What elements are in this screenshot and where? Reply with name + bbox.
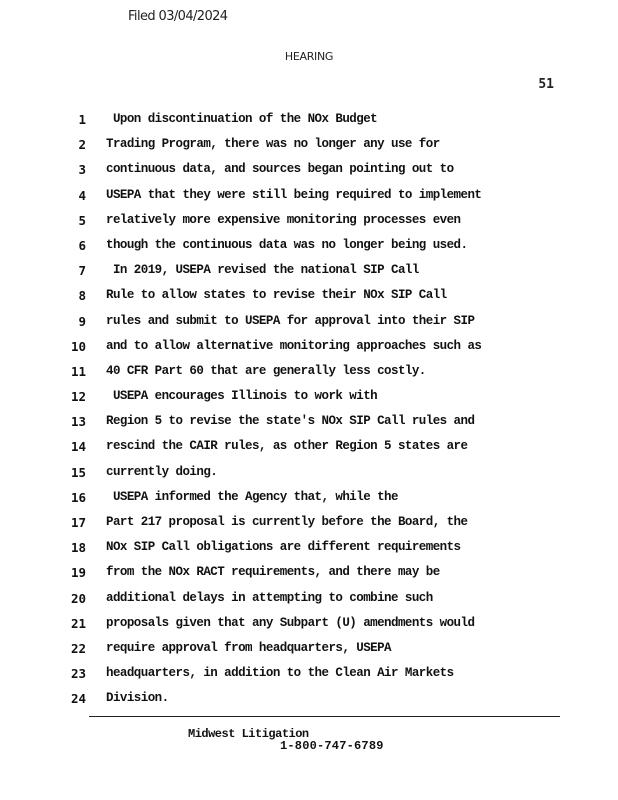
line-text: USEPA encourages Illinois to work with — [106, 389, 378, 404]
line-number: 19 — [70, 565, 86, 581]
line-text: Trading Program, there was no longer any use for — [106, 137, 440, 152]
transcript-line — [0, 261, 618, 286]
page-number: 51 — [538, 77, 554, 92]
footer-divider — [89, 716, 560, 717]
transcript-line — [0, 538, 618, 563]
line-text: headquarters, in addition to the Clean Air Markets — [106, 666, 454, 681]
transcript-line — [0, 286, 618, 311]
line-text: rules and submit to USEPA for approval into their SIP — [106, 313, 475, 328]
line-number: 7 — [78, 263, 86, 279]
transcript-line — [0, 211, 618, 236]
transcript-line — [0, 639, 618, 664]
transcript-line — [0, 236, 618, 261]
line-text: from the NOx RACT requirements, and there may be — [106, 565, 440, 580]
line-number: 1 — [78, 112, 86, 127]
line-text: Part 217 proposal is currently before the Board, the — [106, 515, 468, 529]
line-number: 11 — [70, 363, 86, 379]
transcript-line — [0, 387, 618, 412]
transcript-line — [0, 337, 618, 362]
transcript-line — [0, 614, 618, 639]
line-text: additional delays in attempting to combine such — [106, 590, 433, 605]
transcript-line — [0, 488, 618, 513]
phone-number: 1-800-747-6789 — [280, 739, 384, 753]
transcript-line — [0, 463, 618, 488]
line-number: 14 — [70, 439, 86, 455]
line-text: Upon discontinuation of the NOx Budget — [106, 112, 378, 126]
line-number: 18 — [70, 540, 86, 556]
document-title: HEARING — [284, 50, 334, 63]
line-text: proposals given that any Subpart (U) amendments would — [106, 615, 475, 630]
line-text: Region 5 to revise the state's NOx SIP Call rules and — [106, 414, 475, 429]
transcript-line — [0, 437, 618, 462]
line-text: continuous data, and sources began pointing out to — [106, 162, 454, 177]
line-number: 5 — [78, 212, 86, 228]
transcript-line — [0, 513, 618, 538]
line-number: 10 — [70, 338, 86, 354]
line-number: 9 — [78, 313, 86, 329]
transcript-line — [0, 689, 618, 714]
transcript-line — [0, 135, 618, 160]
line-text: NOx SIP Call obligations are different requirements — [106, 540, 461, 555]
line-text: and to allow alternative monitoring approaches such as — [106, 338, 482, 353]
transcript-line — [0, 589, 618, 614]
transcript-line — [0, 110, 618, 135]
line-number: 23 — [70, 666, 86, 682]
line-number: 24 — [70, 691, 86, 707]
transcript-line — [0, 312, 618, 337]
reporting-company: Midwest Litigation — [188, 727, 309, 741]
line-number: 15 — [70, 464, 86, 480]
transcript-line — [0, 160, 618, 185]
line-text: though the continuous data was no longer being used. — [106, 237, 468, 252]
line-text: In 2019, USEPA revised the national SIP Call — [106, 263, 419, 278]
line-text: USEPA informed the Agency that, while the — [106, 489, 398, 504]
transcript-line — [0, 362, 618, 387]
header-date: Filed 03/04/2024 — [128, 9, 228, 24]
transcript-line — [0, 186, 618, 211]
line-text: relatively more expensive monitoring processes even — [106, 212, 461, 227]
line-number: 13 — [70, 414, 86, 430]
line-text: require approval from headquarters, USEPA — [106, 640, 392, 655]
line-text: currently doing. — [106, 464, 218, 479]
transcript-line — [0, 563, 618, 588]
line-number: 22 — [70, 640, 86, 656]
line-text: Rule to allow states to revise their NOx SIP Call — [106, 288, 447, 303]
line-text: 40 CFR Part 60 that are generally less costly. — [106, 363, 426, 378]
line-number: 20 — [70, 590, 86, 606]
line-number: 16 — [70, 489, 86, 505]
line-text: Division. — [106, 691, 169, 706]
line-number: 3 — [78, 162, 86, 178]
transcript-body — [0, 110, 618, 715]
line-number: 4 — [78, 187, 86, 203]
transcript-line — [0, 412, 618, 437]
transcript-line — [0, 664, 618, 689]
line-number: 12 — [70, 389, 86, 405]
line-number: 6 — [78, 237, 86, 253]
line-text: USEPA that they were still being required to implement — [106, 187, 482, 202]
line-number: 8 — [78, 288, 86, 304]
line-number: 17 — [70, 515, 86, 530]
line-number: 21 — [70, 615, 86, 631]
line-text: rescind the CAIR rules, as other Region 5 states are — [106, 439, 468, 454]
line-number: 2 — [78, 137, 86, 153]
